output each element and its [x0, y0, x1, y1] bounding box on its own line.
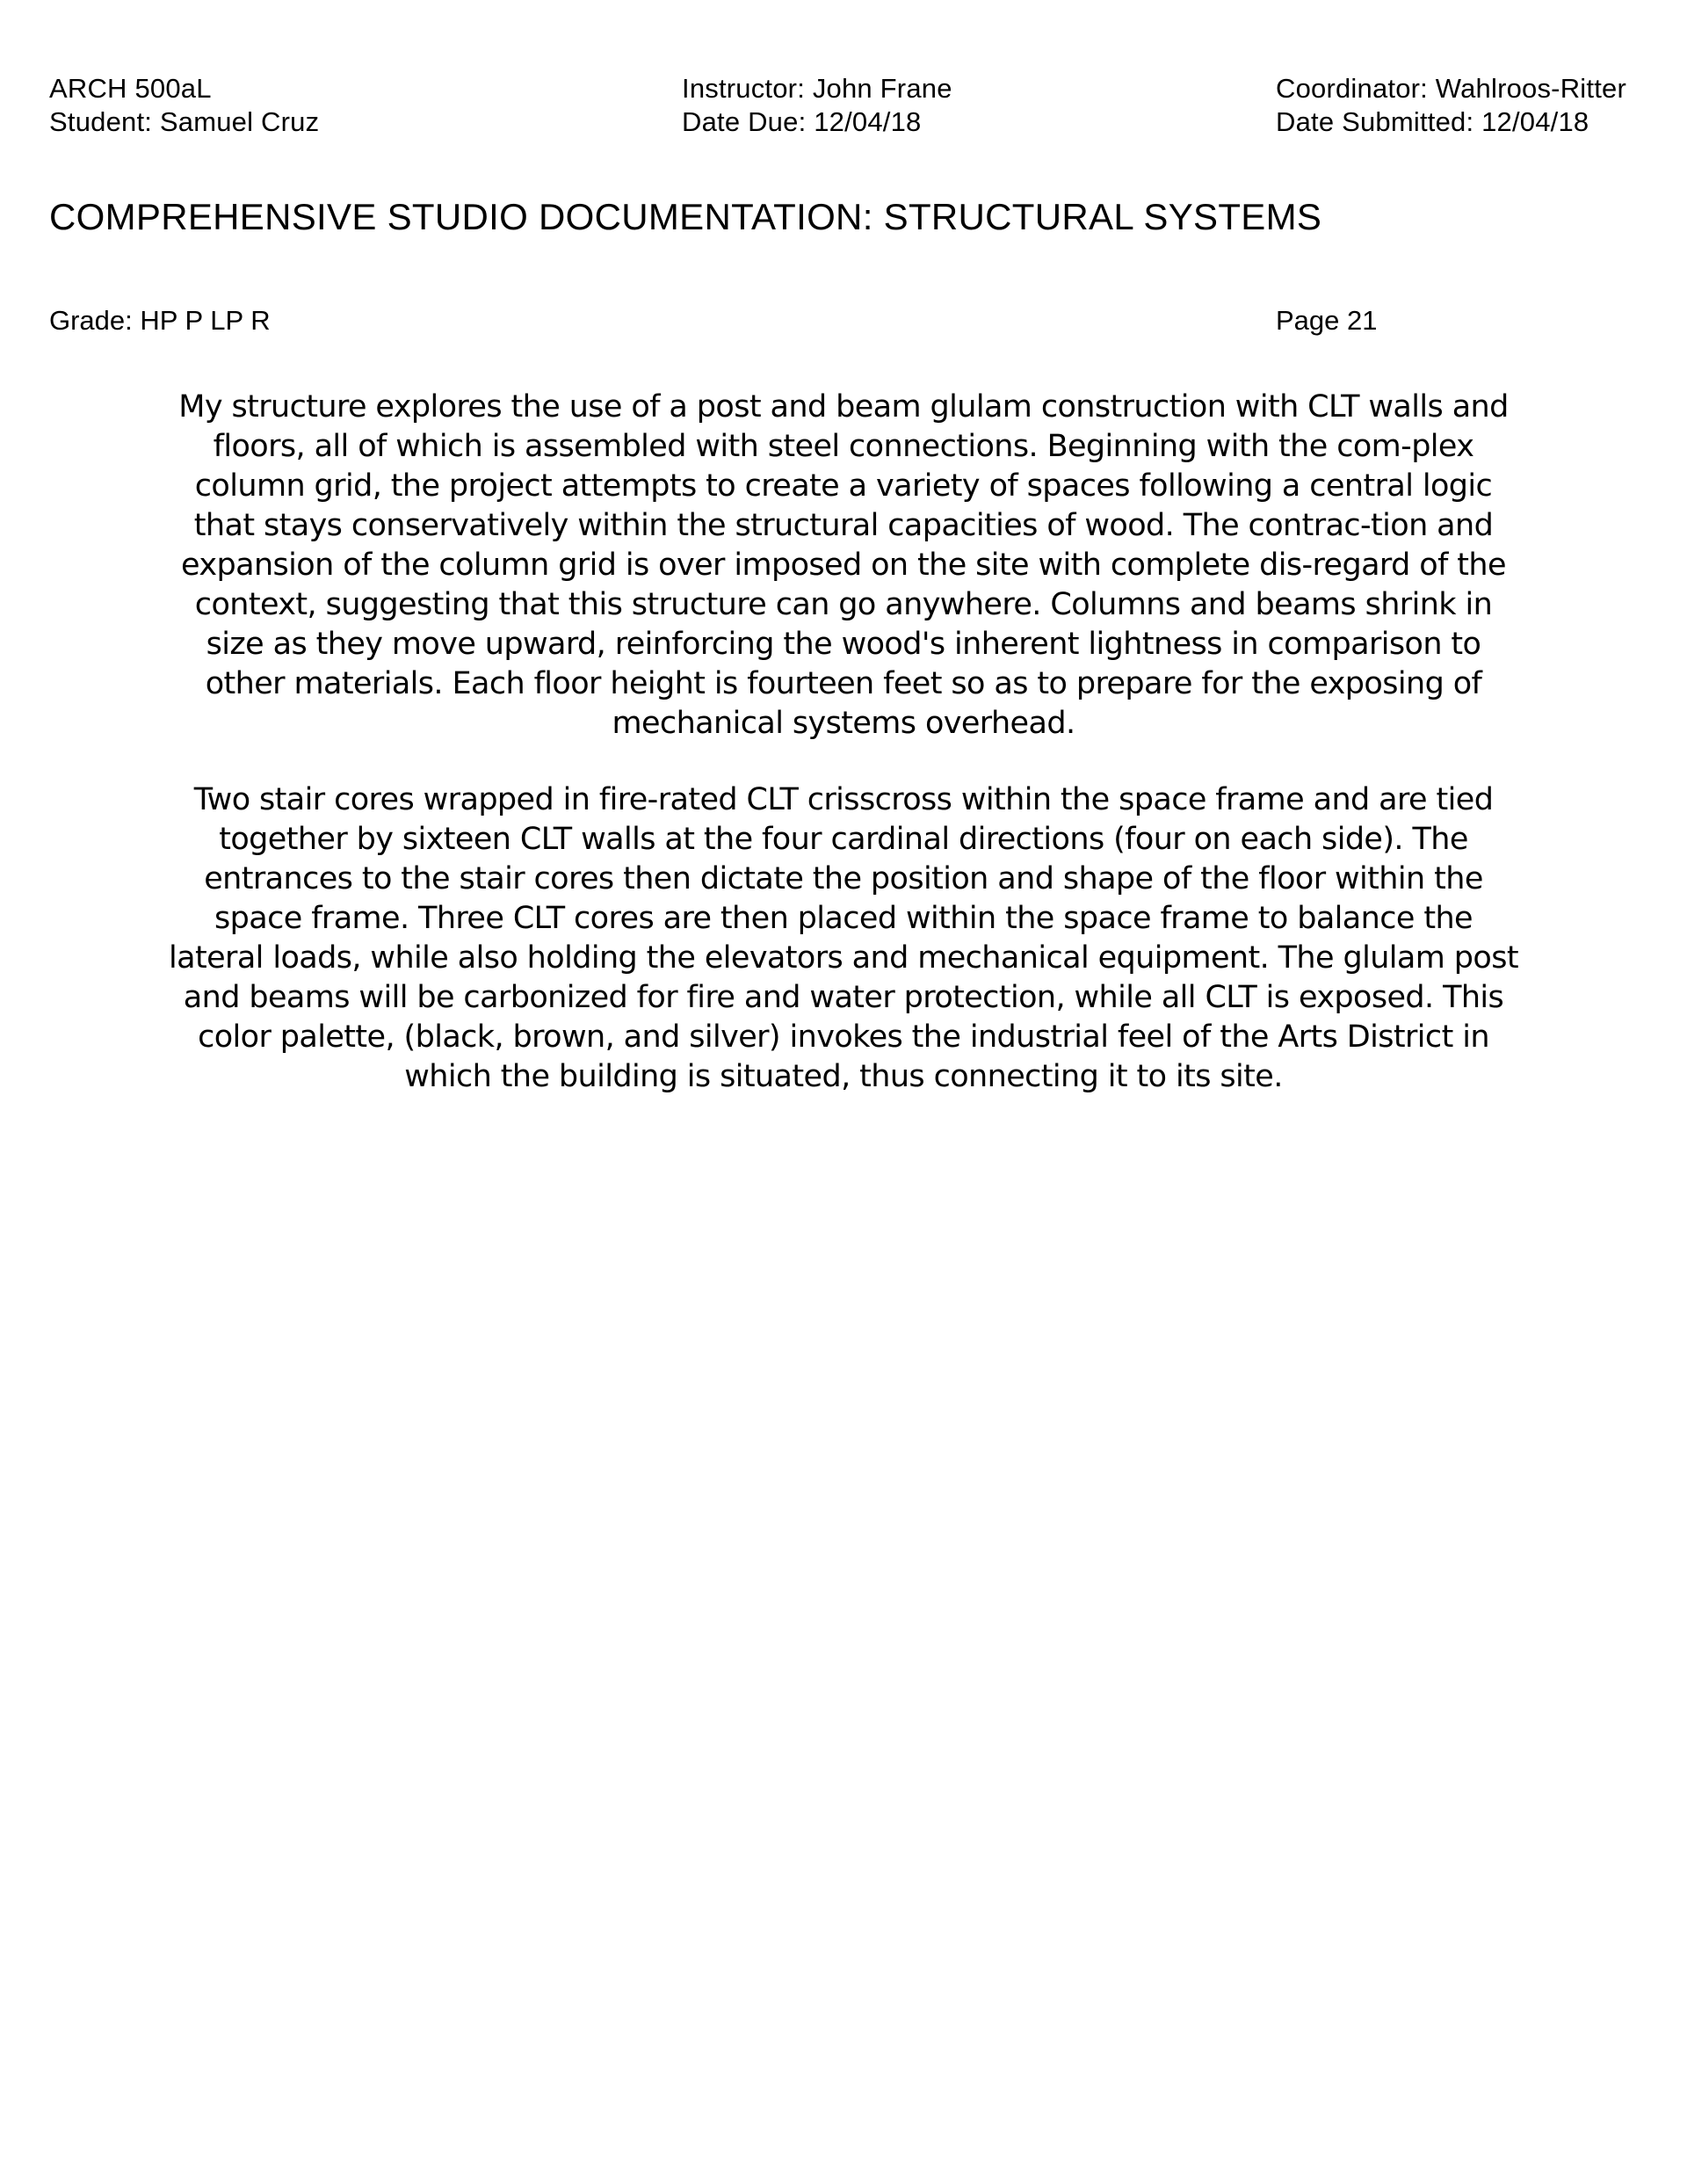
- page-title: COMPREHENSIVE STUDIO DOCUMENTATION: STRUCTURAL SYSTEMS: [49, 196, 1322, 237]
- course-code: ARCH 500aL: [49, 73, 212, 104]
- date-due: Date Due: 12/04/18: [682, 106, 922, 137]
- student-name: Student: Samuel Cruz: [49, 106, 320, 137]
- date-submitted: Date Submitted: 12/04/18: [1276, 106, 1589, 137]
- body-paragraph: Two stair cores wrapped in fire-rated CLT crisscross within the space frame and are tied together by sixteen CLT walls at the four cardinal directions (four on each side). The entrances to the stair cores then dictate the position and shape of the floor within the space frame. Three CLT cores are then placed within the space frame to balance the lateral loads, while also holding the elevators and mechanical equipment. The glulam post and beams will be carbonized for fire and water protection, while all CLT is exposed. This color palette, (black, brown, and silver) invokes the industrial feel of the Arts District in which the building is situated, thus connecting it to its site.: [169, 782, 1518, 1094]
- coordinator-name: Coordinator: Wahlroos-Ritter: [1276, 73, 1626, 104]
- body-paragraph: My structure explores the use of a post and beam glulam construction with CLT walls and floors, all of which is assembled with steel connections. Beginning with the com-plex column grid, the project attempts to create a variety of spaces following a central logic that stays conservatively within the structural capacities of wood. The contrac-tion and expansion of the column grid is over imposed on the site with complete dis-regard of the context, suggesting that this structure can go anywhere. Columns and beams shrink in size as they move upward, reinforcing the wood's inherent lightness in comparison to other materials. Each floor height is fourteen feet so as to prepare for the exposing of mechanical systems overhead.: [178, 389, 1509, 741]
- grade-options: Grade: HP P LP R: [49, 305, 271, 336]
- instructor-name: Instructor: John Frane: [682, 73, 952, 104]
- page-number: Page 21: [1276, 305, 1378, 336]
